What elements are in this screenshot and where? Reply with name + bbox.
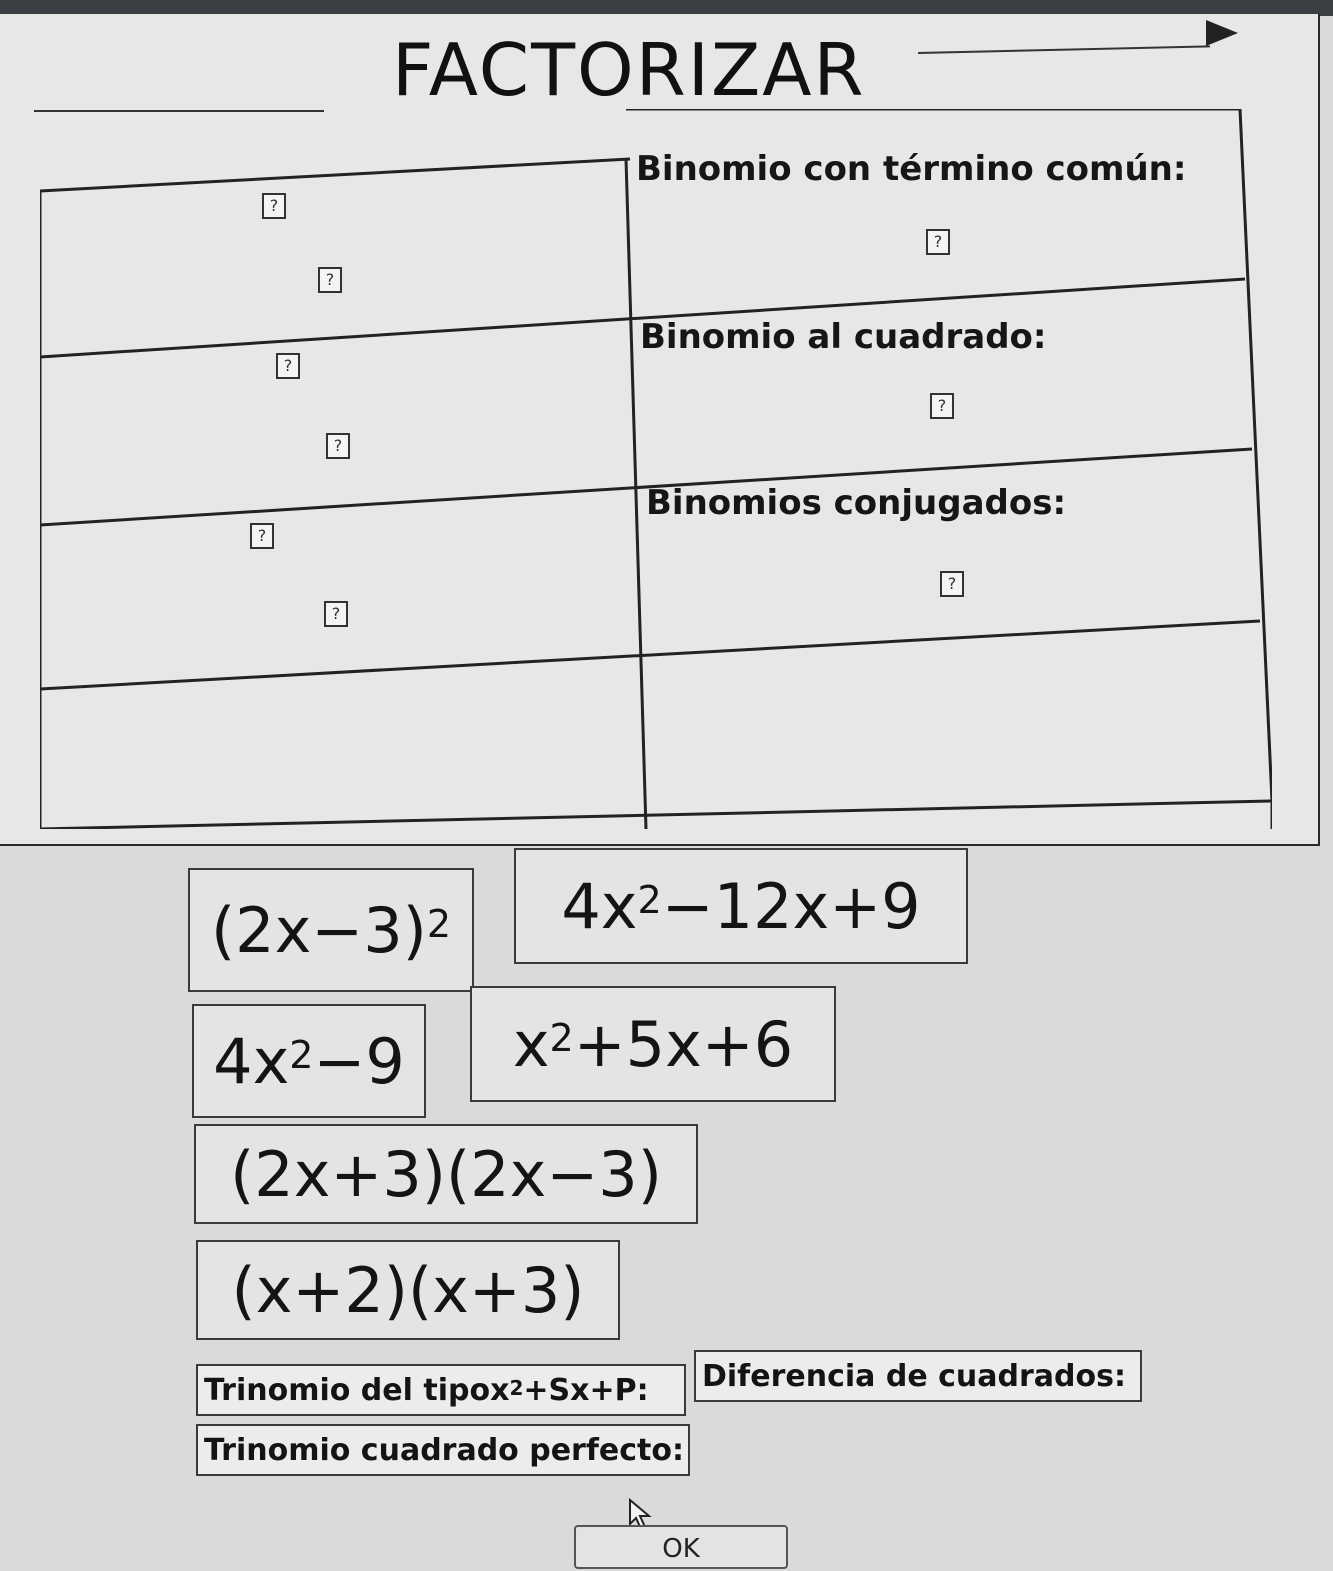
tile-exponent: 2 [549, 1016, 574, 1060]
tile-exponent: 2 [289, 1033, 314, 1077]
tile-conjugate-binomials[interactable] [194, 1124, 698, 1224]
label-text: Trinomio cuadrado perfecto: [204, 1432, 684, 1468]
tile-text: (2x+3)(2x−3) [230, 1137, 662, 1211]
label-text: +Sx+P: [523, 1372, 649, 1408]
row-label-binomio-termino-comun: Binomio con término común: [636, 149, 1187, 189]
label-text: Trinomio del tipo [204, 1372, 491, 1408]
tile-text: +5x+6 [573, 1007, 794, 1081]
arrow-right-icon [1206, 20, 1238, 46]
tile-exponent: 2 [426, 902, 452, 946]
tile-text: −9 [313, 1024, 405, 1098]
classification-table [40, 109, 1272, 829]
drop-slot-question-mark-icon[interactable]: ? [326, 433, 350, 459]
label-diferencia-de-cuadrados[interactable] [694, 1350, 1142, 1402]
table-grid-lines [40, 109, 1272, 829]
drop-slot-question-mark-icon[interactable]: ? [318, 267, 342, 293]
tile-text: x [512, 1007, 550, 1081]
tile-text: (2x−3) [210, 893, 427, 967]
drop-slot-question-mark-icon[interactable]: ? [930, 393, 954, 419]
factorizar-panel [0, 14, 1320, 846]
title-rule-right [918, 45, 1210, 54]
label-text: Diferencia de cuadrados: [702, 1358, 1126, 1394]
row-label-binomio-al-cuadrado: Binomio al cuadrado: [640, 317, 1047, 357]
tile-perfect-square-trinomial[interactable] [514, 848, 968, 964]
label-text: x [490, 1372, 510, 1408]
tile-text: 4x [561, 869, 638, 943]
tile-exponent: 2 [637, 878, 662, 922]
drop-slot-question-mark-icon[interactable]: ? [276, 353, 300, 379]
tile-difference-of-squares[interactable] [192, 1004, 426, 1118]
row-label-binomios-conjugados: Binomios conjugados: [646, 483, 1067, 523]
label-trinomio-cuadrado-perfecto[interactable] [196, 1424, 690, 1476]
drop-slot-question-mark-icon[interactable]: ? [940, 571, 964, 597]
tile-binomial-squared[interactable] [188, 868, 474, 992]
tile-text: 4x [213, 1024, 290, 1098]
drop-slot-question-mark-icon[interactable]: ? [324, 601, 348, 627]
drop-slot-question-mark-icon[interactable]: ? [262, 193, 286, 219]
label-exponent: 2 [509, 1376, 524, 1400]
tile-text: (x+2)(x+3) [231, 1253, 585, 1327]
drop-slot-question-mark-icon[interactable]: ? [250, 523, 274, 549]
page-title: FACTORIZAR [392, 28, 866, 112]
drop-slot-question-mark-icon[interactable]: ? [926, 229, 950, 255]
tile-factored-trinomial[interactable] [196, 1240, 620, 1340]
tile-sum-product-trinomial[interactable] [470, 986, 836, 1102]
tile-text: −12x+9 [661, 869, 921, 943]
label-trinomio-tipo-sp[interactable] [196, 1364, 686, 1416]
ok-button[interactable]: OK [574, 1525, 788, 1569]
